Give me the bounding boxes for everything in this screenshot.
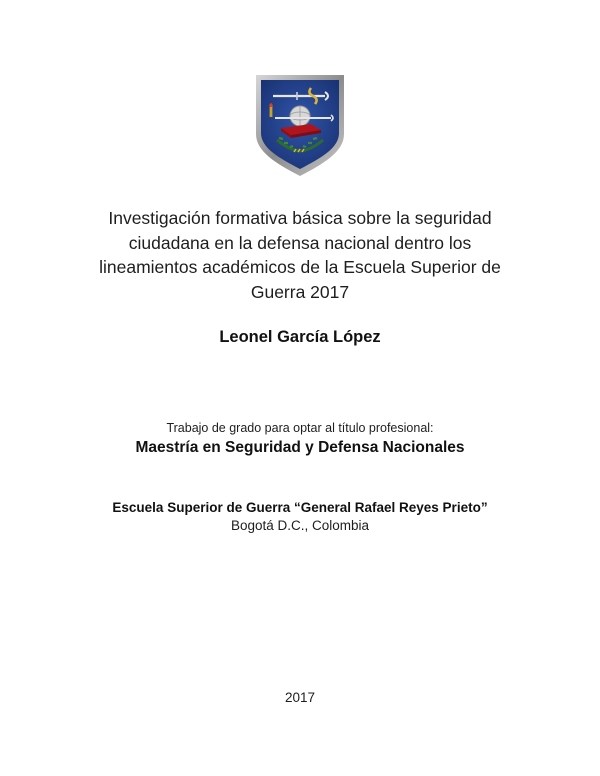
degree-intro: Trabajo de grado para optar al título profesional: xyxy=(166,421,434,435)
document-title: Investigación formativa básica sobre la seguridad ciudadana en la defensa nacional dentro los lineamientos académicos de la Escuela Superior de Guerra 2017 xyxy=(99,208,501,302)
institution-crest-icon xyxy=(253,72,347,178)
location: Bogotá D.C., Colombia xyxy=(230,518,370,533)
publication-year: 2017 xyxy=(284,690,316,705)
institution-name: Escuela Superior de Guerra “General Rafael Reyes Prieto” xyxy=(112,500,488,515)
author-name: Leonel García López xyxy=(219,328,381,346)
degree-name: Maestría en Seguridad y Defensa Nacionales xyxy=(135,439,465,456)
